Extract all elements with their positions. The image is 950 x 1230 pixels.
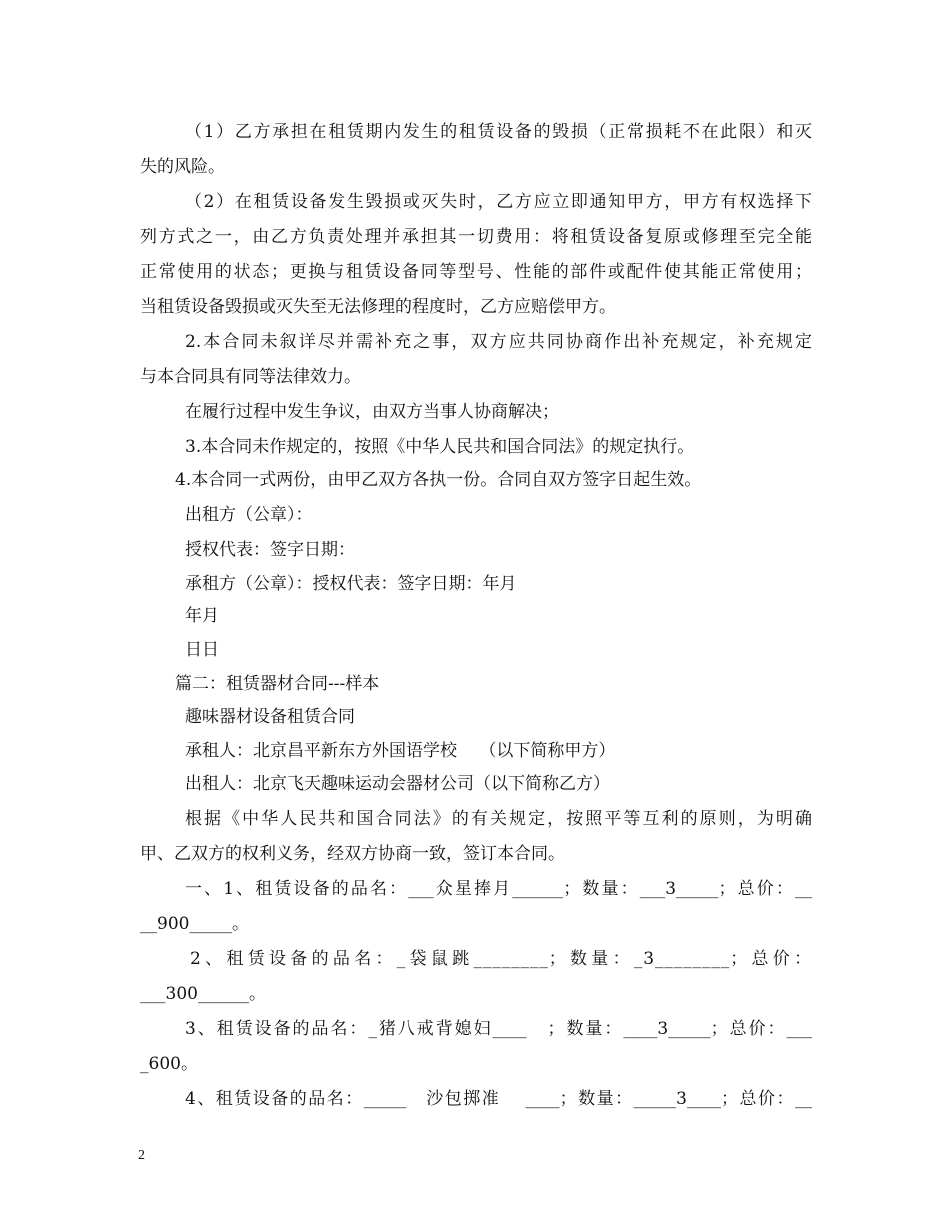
signature-line: 授权代表：签字日期：: [185, 540, 355, 560]
signature-line: 承租方（公章）：授权代表：签字日期：年月: [185, 574, 517, 594]
paragraph-line: 3.本合同未作规定的，按照《中华人民共和国合同法》的规定执行。: [185, 437, 695, 457]
signature-line: 年月: [185, 606, 219, 626]
contract-title: 趣味器材设备租赁合同: [185, 707, 355, 727]
paragraph-line: 2.本合同未叙详尽并需补充之事，双方应共同协商作出补充规定，补充规定: [185, 332, 812, 352]
item-line: __900_____。: [140, 914, 249, 934]
item-line: 一、1、租赁设备的品名：___众星捧月______；数量：___3_____；总价：__: [185, 879, 812, 899]
item-line: 2、租赁设备的品名：_袋鼠跳________；数量：_3________；总价：: [190, 949, 812, 969]
item-line: _600。: [140, 1054, 198, 1074]
signature-line: 出租方（公章）：: [185, 505, 313, 525]
paragraph-line: 与本合同具有同等法律效力。: [140, 367, 361, 387]
page-number: 2: [138, 1148, 145, 1163]
paragraph-line: 正常使用的状态；更换与租赁设备同等型号、性能的部件或配件使其能正常使用；: [140, 262, 812, 282]
item-line: 4、租赁设备的品名：_____ 沙包掷准 ____；数量：_____3____；总价：__: [185, 1089, 812, 1109]
paragraph-line: 失的风险。: [140, 157, 225, 177]
section-heading: 篇二：租赁器材合同---样本: [175, 674, 380, 694]
paragraph-line: 甲、乙双方的权利义务，经双方协商一致，签订本合同。: [140, 844, 565, 864]
paragraph-line: 列方式之一，由乙方负责处理并承担其一切费用：将租赁设备复原或修理至完全能: [140, 227, 812, 247]
signature-line: 日日: [185, 640, 219, 660]
party-line: 承租人：北京昌平新东方外国语学校 （以下简称甲方）: [185, 741, 616, 761]
paragraph-line: 当租赁设备毁损或灭失至无法修理的程度时，乙方应赔偿甲方。: [140, 297, 616, 317]
paragraph-line: （1）乙方承担在租赁期内发生的租赁设备的毁损（正常损耗不在此限）和灭: [185, 122, 812, 142]
item-line: ___300______。: [140, 984, 266, 1004]
paragraph-line: 4.本合同一式两份，由甲乙双方各执一份。合同自双方签字日起生效。: [175, 470, 702, 490]
paragraph-line: 根据《中华人民共和国合同法》的有关规定，按照平等互利的原则，为明确: [185, 809, 812, 829]
paragraph-line: 在履行过程中发生争议，由双方当事人协商解决；: [185, 402, 559, 422]
party-line: 出租人：北京飞天趣味运动会器材公司（以下简称乙方）: [185, 774, 610, 794]
item-line: 3、租赁设备的品名：_猪八戒背媳妇____ ；数量：____3_____；总价：___: [185, 1019, 812, 1039]
paragraph-line: （2）在租赁设备发生毁损或灭失时，乙方应立即通知甲方，甲方有权选择下: [185, 192, 812, 212]
